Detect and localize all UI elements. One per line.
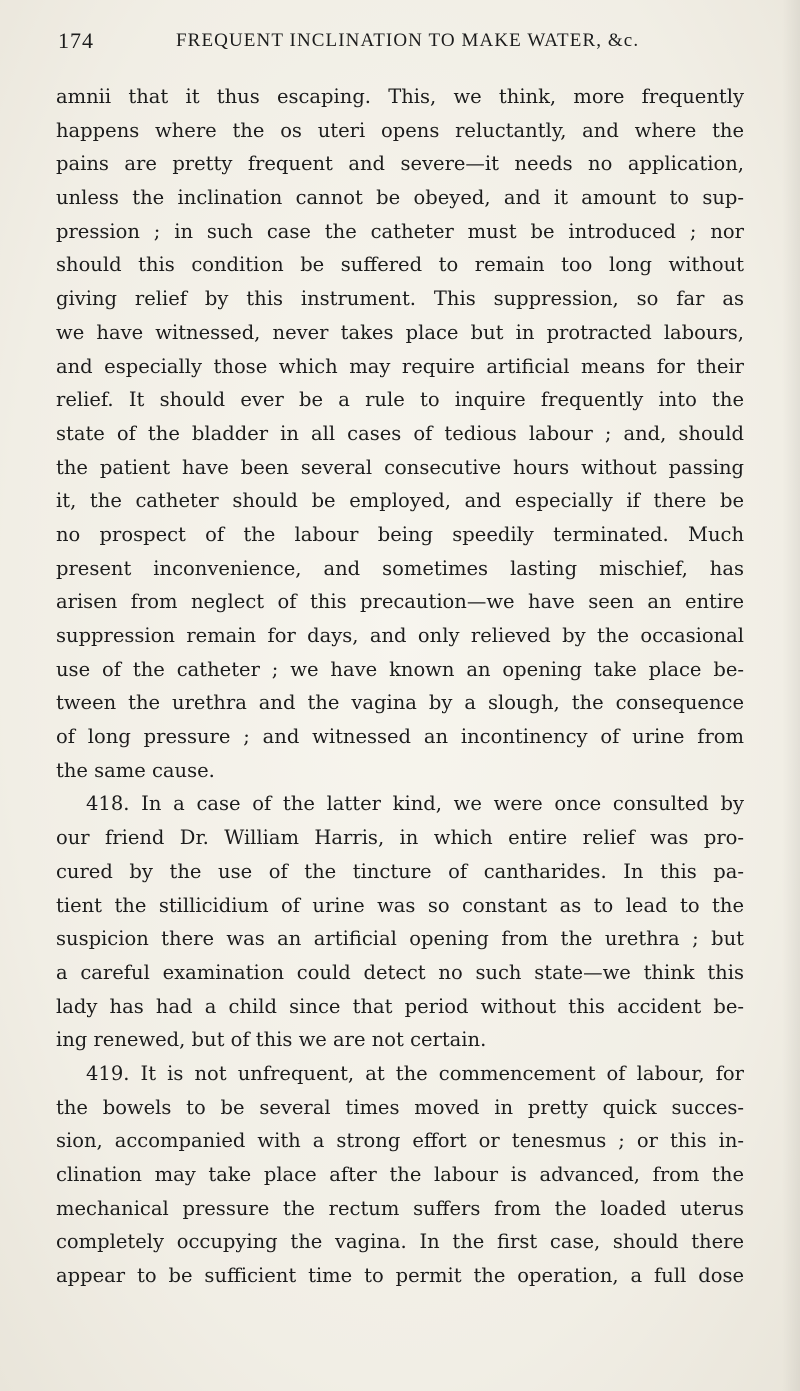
text-line: amnii that it thus escaping. This, we think, more frequently <box>56 85 744 108</box>
text-line: clination may take place after the labour is advanced, from the <box>56 1163 744 1186</box>
text-line: it, the catheter should be employed, and especially if there be <box>56 489 744 513</box>
text-line: tween the urethra and the vagina by a slough, the consequence <box>56 691 744 715</box>
text-line: present inconvenience, and sometimes lasting mischief, has <box>56 556 744 580</box>
text-line: a careful examination could detect no such state—we think this <box>56 960 744 984</box>
text-line: lady has had a child since that period without this accident be- <box>56 994 744 1018</box>
page-header <box>58 28 718 58</box>
text-line: suppression remain for days, and only relieved by the occasional <box>56 624 744 647</box>
text-line: arisen from neglect of this precaution—we have seen an entire <box>56 590 744 614</box>
text-line: tient the stillicidium of urine was so constant as to lead to the <box>56 893 744 917</box>
text-line: pains are pretty frequent and severe—it needs no application, <box>56 152 744 176</box>
text-line: the patient have been several consecutive hours without passing <box>56 455 744 479</box>
page-edge-shadow <box>782 0 800 1391</box>
text-line: suspicion there was an artificial opening from the urethra ; but <box>56 927 744 951</box>
text-line: we have witnessed, never takes place but in protracted labours, <box>56 320 744 344</box>
text-line: state of the bladder in all cases of tedious labour ; and, should <box>56 421 744 445</box>
text-line: relief. It should ever be a rule to inquire frequently into the <box>56 388 744 412</box>
paragraph-end-line: ing renewed, but of this we are not certain. <box>56 1028 487 1052</box>
section-419-start: 419. It is not unfrequent, at the commencement of labour, for <box>86 1061 744 1085</box>
text-line: should this condition be suffered to remain too long without <box>56 253 744 277</box>
section-418-start: 418. In a case of the latter kind, we were once consulted by <box>86 792 744 816</box>
text-line: cured by the use of the tincture of cantharides. In this pa- <box>56 859 744 883</box>
text-line: completely occupying the vagina. In the first case, should there <box>56 1230 744 1254</box>
text-line: and especially those which may require artificial means for their <box>56 354 744 378</box>
text-line: giving relief by this instrument. This suppression, so far as <box>56 287 744 311</box>
text-line: use of the catheter ; we have known an opening take place be- <box>56 657 744 681</box>
running-head: FREQUENT INCLINATION TO MAKE WATER, &c. <box>176 30 640 51</box>
body-text <box>56 80 744 1293</box>
text-line: mechanical pressure the rectum suffers from the loaded uterus <box>56 1196 744 1220</box>
text-line: unless the inclination cannot be obeyed, and it amount to sup- <box>56 186 744 210</box>
text-line: pression ; in such case the catheter must be introduced ; nor <box>56 219 744 243</box>
text-line: the bowels to be several times moved in pretty quick succes- <box>56 1095 744 1119</box>
text-line: happens where the os uteri opens reluctantly, and where the <box>56 118 744 142</box>
text-line: sion, accompanied with a strong effort or tenesmus ; or this in- <box>56 1129 744 1153</box>
page-number: 174 <box>58 28 94 53</box>
text-line: no prospect of the labour being speedily terminated. Much <box>56 522 744 546</box>
text-line: of long pressure ; and witnessed an incontinency of urine from <box>56 725 744 749</box>
text-line: our friend Dr. William Harris, in which entire relief was pro- <box>56 826 744 850</box>
paragraph-end-line: the same cause. <box>56 758 215 782</box>
text-line: appear to be sufficient time to permit the operation, a full dose <box>56 1264 744 1288</box>
